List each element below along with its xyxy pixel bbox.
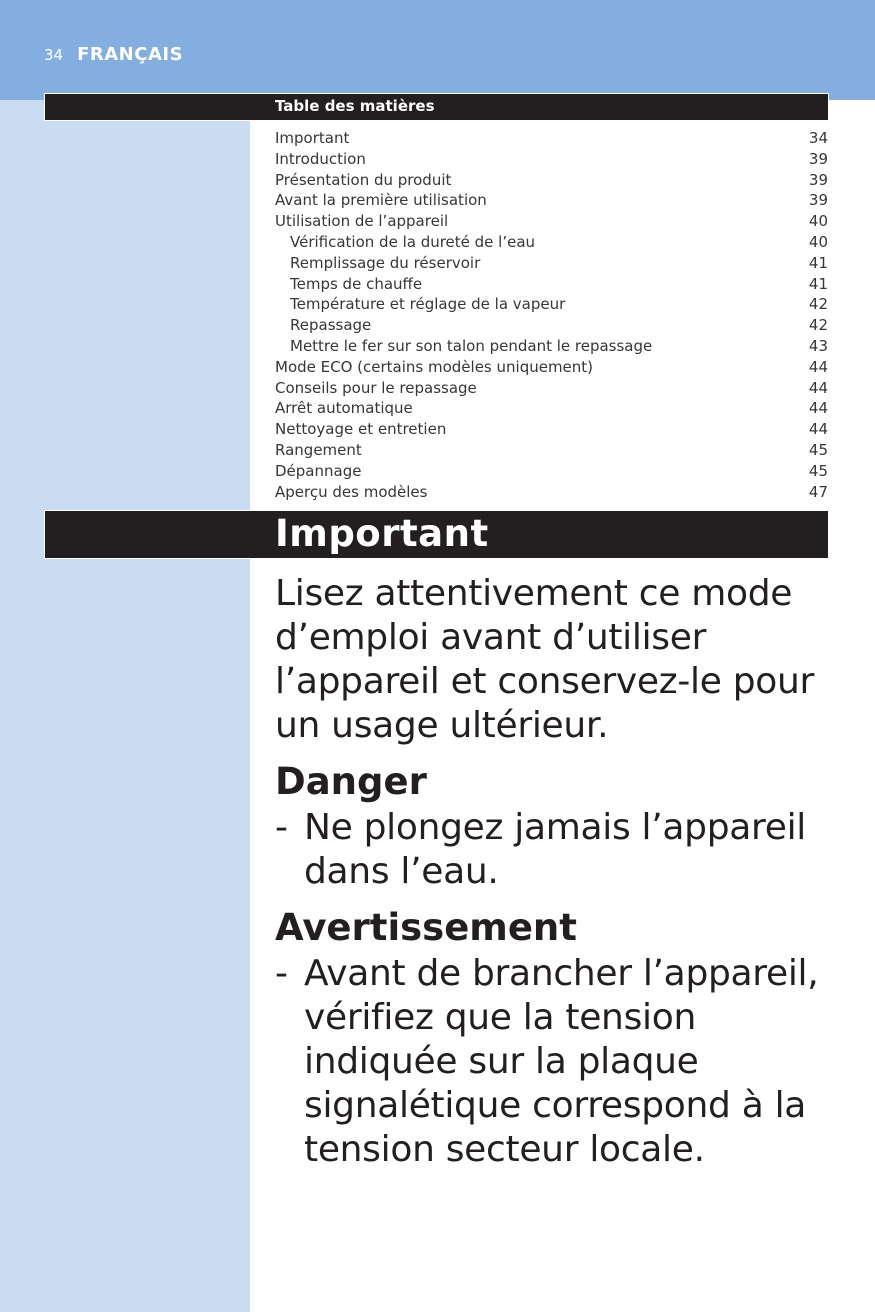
toc-entry [275, 170, 828, 191]
toc-title: Table des matières [275, 97, 435, 115]
toc-entry [275, 274, 828, 295]
toc-entry-page: 39 [808, 191, 828, 210]
table-of-contents [275, 128, 828, 502]
important-title-bar [44, 510, 829, 559]
toc-title-bar [44, 93, 829, 121]
page-header [44, 44, 183, 68]
toc-entry [275, 315, 828, 336]
bullet-text: Ne plongez jamais l’appareil dans l’eau. [304, 807, 806, 892]
toc-entry [275, 232, 828, 253]
toc-entry-page: 44 [808, 357, 828, 376]
intro-text: Lisez attentivement ce mode d’emploi avant d’utiliser l’appareil et conservez-le pour un usage ultérieur. [275, 573, 815, 746]
toc-entry-label: Aperçu des modèles [275, 482, 428, 501]
toc-entry-page: 44 [808, 420, 828, 439]
toc-entry-label: Temps de chauffe [290, 274, 423, 293]
toc-entry-page: 34 [808, 129, 828, 147]
dash-icon: - [275, 953, 288, 994]
toc-entry-page: 40 [808, 212, 828, 231]
language-label: FRANÇAIS [77, 44, 184, 65]
toc-entry-page: 47 [808, 482, 828, 501]
toc-entry [275, 336, 828, 357]
toc-entry-label: Arrêt automatique [275, 399, 413, 418]
toc-entry-page: 45 [808, 440, 828, 459]
toc-entry [275, 398, 828, 419]
toc-entry-page: 42 [808, 316, 828, 335]
toc-entry-page: 39 [808, 149, 828, 168]
toc-entry-label: Conseils pour le repassage [275, 378, 477, 397]
toc-entry [275, 190, 828, 211]
toc-entry [275, 211, 828, 232]
toc-entry [275, 149, 828, 170]
toc-entry [275, 253, 828, 274]
toc-entry-label: Mode ECO (certains modèles uniquement) [275, 357, 594, 376]
section-heading: Danger [275, 760, 427, 803]
toc-entry-label: Présentation du produit [275, 170, 452, 189]
bullet-item [275, 806, 835, 894]
toc-entry-label: Vérification de la dureté de l’eau [290, 232, 536, 251]
toc-entry-label: Dépannage [275, 461, 362, 480]
bullet-list [275, 806, 835, 894]
toc-entry [275, 461, 828, 482]
toc-entry-label: Repassage [290, 316, 372, 335]
toc-entry-page: 40 [808, 232, 828, 251]
toc-entry-label: Important [275, 129, 350, 147]
bullet-item [275, 952, 835, 1172]
toc-entry-label: Utilisation de l’appareil [275, 212, 449, 231]
toc-entry [275, 294, 828, 315]
toc-entry-page: 44 [808, 378, 828, 397]
toc-entry-label: Mettre le fer sur son talon pendant le repassage [290, 336, 653, 355]
toc-entry-page: 44 [808, 399, 828, 418]
toc-entry [275, 128, 828, 149]
toc-entry [275, 482, 828, 503]
toc-entry-label: Rangement [275, 440, 362, 459]
side-band [0, 100, 250, 1312]
section-title: Important [275, 512, 489, 555]
toc-entry-page: 42 [808, 295, 828, 314]
toc-entry-page: 43 [808, 336, 828, 355]
toc-entry-label: Introduction [275, 149, 366, 168]
toc-entry-label: Nettoyage et entretien [275, 420, 447, 439]
bullet-list [275, 952, 835, 1172]
toc-entry [275, 440, 828, 461]
toc-entry-page: 41 [808, 274, 828, 293]
toc-entry-label: Avant la première utilisation [275, 191, 487, 210]
toc-entry [275, 419, 828, 440]
important-content [275, 572, 835, 1172]
toc-entry-label: Remplissage du réservoir [290, 253, 481, 272]
page-number: 34 [44, 46, 64, 64]
dash-icon: - [275, 807, 288, 848]
section-heading: Avertissement [275, 906, 577, 949]
toc-entry-page: 39 [808, 170, 828, 189]
toc-entry-page: 41 [808, 253, 828, 272]
toc-entry-label: Température et réglage de la vapeur [290, 295, 566, 314]
toc-entry-page: 45 [808, 461, 828, 480]
toc-entry [275, 378, 828, 399]
bullet-text: Avant de brancher l’appareil, vérifiez que la tension indiquée sur la plaque signalétique correspond à la tension secteur locale. [304, 953, 819, 1170]
toc-entry [275, 357, 828, 378]
